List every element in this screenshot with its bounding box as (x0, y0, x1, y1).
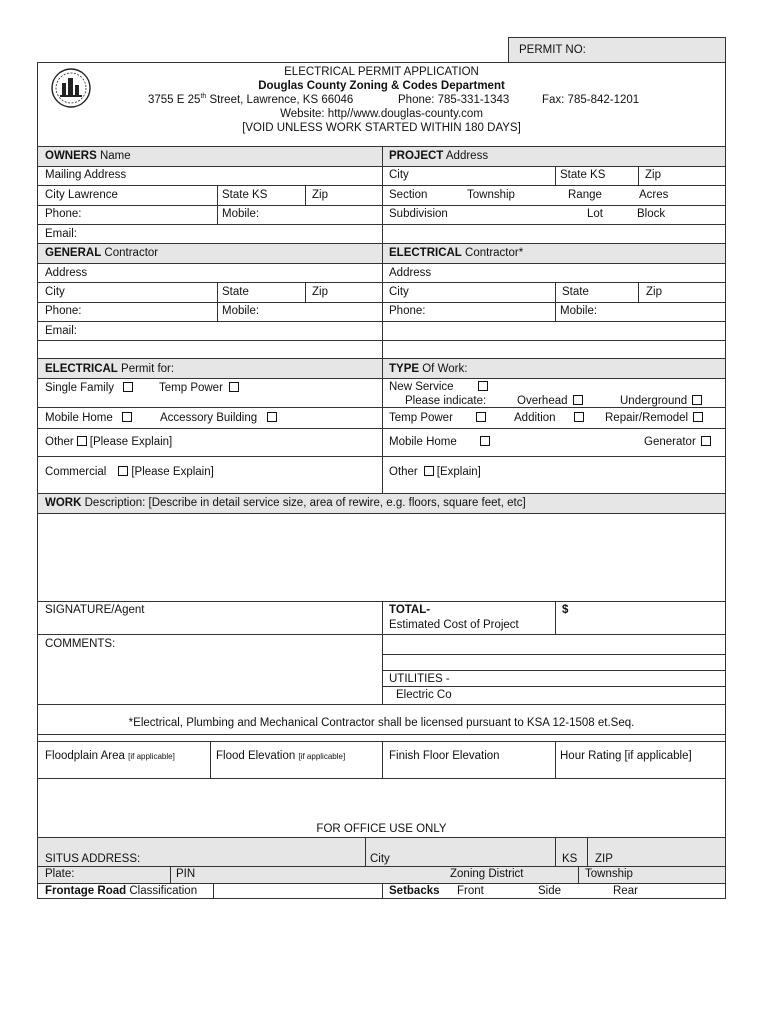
frontage-road-field[interactable]: Frontage Road Classification (45, 885, 198, 897)
mobile-home-checkbox[interactable]: Mobile Home (45, 411, 135, 425)
project-lot-field[interactable]: Lot (587, 208, 603, 220)
setback-side-field[interactable]: Side (538, 885, 562, 897)
department-phone: Phone: 785-331-1343 (398, 94, 510, 106)
project-block-field[interactable]: Block (637, 208, 666, 220)
project-subdivision-field[interactable]: Subdivision (389, 208, 448, 220)
office-use-heading: FOR OFFICE USE ONLY (316, 823, 447, 835)
hour-rating-field[interactable]: Hour Rating [if applicable] (560, 750, 692, 762)
office-township-field[interactable]: Township (585, 868, 633, 880)
electrical-state-field[interactable]: State (562, 286, 589, 298)
finish-floor-elevation-field[interactable]: Finish Floor Elevation (389, 750, 500, 762)
utilities-label: UTILITIES - (389, 673, 450, 685)
setback-rear-field[interactable]: Rear (613, 885, 638, 897)
please-indicate-label: Please indicate: (405, 395, 487, 407)
type-of-work-heading: TYPE Of Work: (389, 363, 468, 375)
project-zip-field[interactable]: Zip (645, 169, 661, 181)
owners-city-field[interactable]: City Lawrence (45, 189, 118, 201)
general-phone-field[interactable]: Phone: (45, 305, 82, 317)
other-work-checkbox[interactable]: Other [Explain] (389, 466, 481, 478)
project-township-field[interactable]: Township (467, 189, 515, 201)
work-description-heading: WORK Description: [Describe in detail service size, area of rewire, e.g. floors, square feet, etc] (45, 497, 526, 509)
general-address-field[interactable]: Address (45, 267, 88, 279)
owners-phone-field[interactable]: Phone: (45, 208, 82, 220)
temp-power-work-checkbox[interactable]: Temp Power (389, 411, 489, 425)
owners-state-field[interactable]: State KS (222, 189, 268, 201)
temp-power-checkbox[interactable]: Temp Power (159, 381, 242, 395)
electrical-city-field[interactable]: City (389, 286, 409, 298)
office-state-label: KS (562, 853, 578, 865)
electrical-mobile-field[interactable]: Mobile: (560, 305, 598, 317)
electrical-address-field[interactable]: Address (389, 267, 432, 279)
project-heading[interactable]: PROJECT Address (389, 150, 489, 162)
flood-elevation-field[interactable]: Flood Elevation [if applicable] (216, 750, 346, 762)
office-zip-field[interactable]: ZIP (595, 853, 613, 865)
zoning-district-field[interactable]: Zoning District (450, 868, 524, 880)
commercial-checkbox[interactable]: Commercial [Please Explain] (45, 466, 214, 478)
plate-field[interactable]: Plate: (45, 868, 75, 880)
electrical-zip-field[interactable]: Zip (646, 286, 662, 298)
project-range-field[interactable]: Range (568, 189, 602, 201)
total-cost-field[interactable]: $ (562, 604, 569, 616)
single-family-checkbox[interactable]: Single Family (45, 381, 136, 395)
floodplain-area-field[interactable]: Floodplain Area [if applicable] (45, 750, 175, 762)
form-title: ELECTRICAL PERMIT APPLICATION (284, 66, 479, 78)
owners-mailing-field[interactable]: Mailing Address (45, 169, 127, 181)
office-city-field[interactable]: City (370, 853, 390, 865)
project-section-field[interactable]: Section (389, 189, 428, 201)
repair-remodel-checkbox[interactable]: Repair/Remodel (605, 411, 706, 425)
license-notice: *Electrical, Plumbing and Mechanical Contractor shall be licensed pursuant to KSA 12-1508 et.Seq. (128, 717, 635, 729)
owners-heading: OWNERS Name (45, 150, 131, 162)
department-name: Douglas County Zoning & Codes Department (258, 80, 505, 92)
project-state-field[interactable]: State KS (560, 169, 606, 181)
department-fax: Fax: 785-842-1201 (542, 94, 640, 106)
total-label: TOTAL- (389, 604, 431, 616)
pin-field[interactable]: PIN (176, 868, 196, 880)
owners-zip-field[interactable]: Zip (312, 189, 328, 201)
total-sub-label: Estimated Cost of Project (389, 619, 519, 631)
mobile-home-work-checkbox[interactable]: Mobile Home (389, 435, 493, 449)
underground-checkbox[interactable]: Underground (620, 394, 705, 408)
generator-checkbox[interactable]: Generator (644, 435, 714, 449)
general-email-field[interactable]: Email: (45, 325, 77, 337)
setbacks-label: Setbacks (389, 885, 440, 897)
signature-field[interactable]: SIGNATURE/Agent (45, 604, 145, 616)
general-city-field[interactable]: City (45, 286, 65, 298)
overhead-checkbox[interactable]: Overhead (517, 394, 586, 408)
department-address: 3755 E 25th Street, Lawrence, KS 66046 (148, 93, 354, 106)
situs-address-field[interactable]: SITUS ADDRESS: (45, 853, 141, 865)
electric-co-field[interactable]: Electric Co (396, 689, 452, 701)
owners-email-field[interactable]: Email: (45, 228, 77, 240)
void-notice: [VOID UNLESS WORK STARTED WITHIN 180 DAYS] (242, 122, 521, 134)
general-mobile-field[interactable]: Mobile: (222, 305, 260, 317)
electrical-contractor-heading: ELECTRICAL Contractor* (389, 247, 524, 259)
comments-field[interactable]: COMMENTS: (45, 638, 116, 650)
general-contractor-heading: GENERAL Contractor (45, 247, 159, 259)
new-service-checkbox[interactable]: New Service (389, 380, 491, 394)
general-zip-field[interactable]: Zip (312, 286, 328, 298)
permit-no-label: PERMIT NO: (519, 44, 586, 56)
electrical-phone-field[interactable]: Phone: (389, 305, 426, 317)
addition-checkbox[interactable]: Addition (514, 411, 587, 425)
work-description-field[interactable] (40, 515, 723, 600)
other-permit-checkbox[interactable]: Other [Please Explain] (45, 436, 173, 448)
setback-front-field[interactable]: Front (457, 885, 484, 897)
owners-mobile-field[interactable]: Mobile: (222, 208, 260, 220)
project-city-field[interactable]: City (389, 169, 409, 181)
permit-for-heading: ELECTRICAL Permit for: (45, 363, 175, 375)
accessory-building-checkbox[interactable]: Accessory Building (160, 411, 280, 425)
project-acres-field[interactable]: Acres (639, 189, 669, 201)
general-state-field[interactable]: State (222, 286, 249, 298)
department-website: Website: http//www.douglas-county.com (280, 108, 483, 120)
